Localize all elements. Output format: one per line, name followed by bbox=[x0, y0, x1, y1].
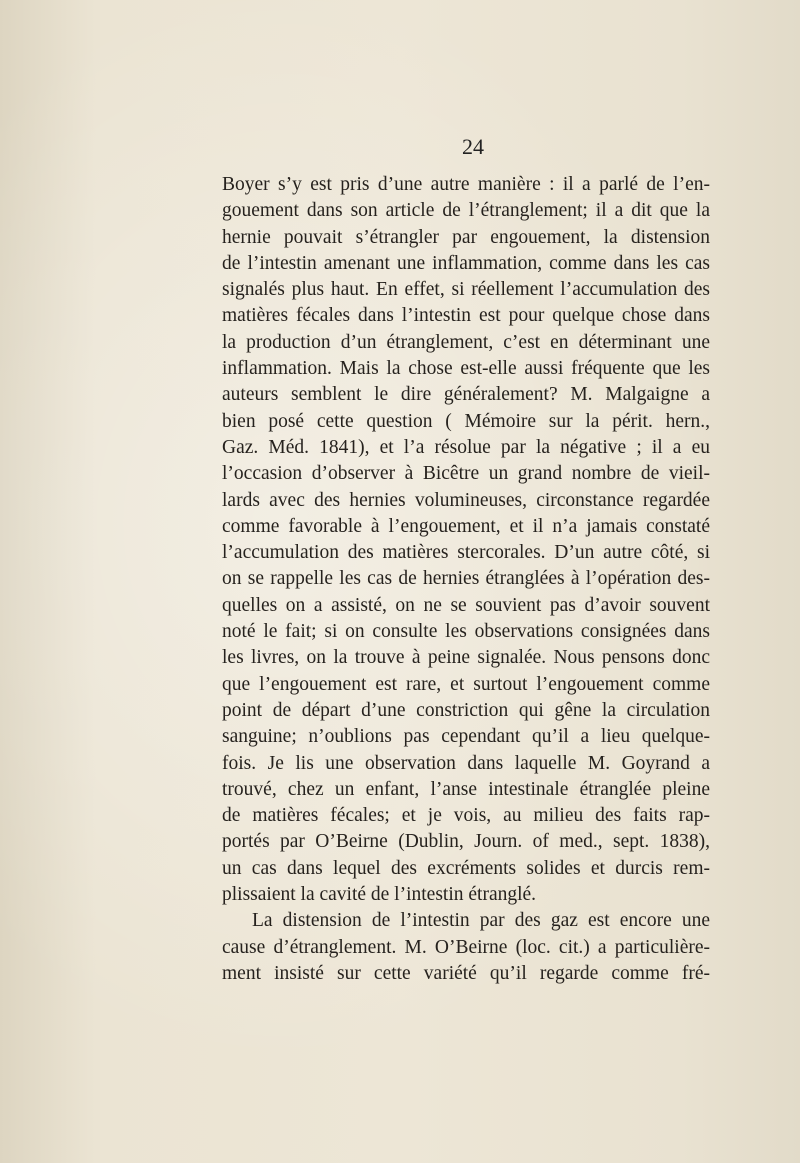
body-text bbox=[222, 172, 710, 987]
text-line: un cas dans lequel des excréments solides et durcis rem- bbox=[222, 857, 710, 879]
text-line: Boyer s’y est pris d’une autre manière : il a parlé de l’en- bbox=[222, 174, 710, 195]
text-line: plissaient la cavité de l’intestin étranglé. bbox=[222, 884, 537, 906]
page-number: 24 bbox=[462, 134, 484, 159]
text-line: la production d’un étranglement, c’est en déterminant une bbox=[222, 331, 710, 353]
text-line: hernie pouvait s’étrangler par engouement, la distension bbox=[222, 226, 710, 248]
text-line: gouement dans son article de l’étranglement; il a dit que la bbox=[222, 200, 710, 222]
text-line: de l’intestin amenant une inflammation, comme dans les cas bbox=[222, 252, 710, 274]
text-line: Gaz. Méd. 1841), et l’a résolue par la négative ; il a eu bbox=[222, 436, 710, 458]
text-line: point de départ d’une constriction qui gêne la circulation bbox=[222, 699, 710, 721]
text-line: fois. Je lis une observation dans laquelle M. Goyrand a bbox=[222, 752, 710, 774]
paragraph-start-line: La distension de l’intestin par des gaz est encore une bbox=[252, 910, 710, 932]
text-line: portés par O’Beirne (Dublin, Journ. of med., sept. 1838), bbox=[222, 831, 710, 853]
text-line: de matières fécales; et je vois, au milieu des faits rap- bbox=[222, 805, 710, 827]
text-line: auteurs semblent le dire généralement? M. Malgaigne a bbox=[222, 384, 710, 406]
text-line: on se rappelle les cas de hernies étranglées à l’opération des- bbox=[222, 568, 710, 590]
text-line: comme favorable à l’engouement, et il n’a jamais constaté bbox=[222, 515, 710, 537]
text-line: noté le fait; si on consulte les observations consignées dans bbox=[222, 621, 710, 643]
text-line: sanguine; n’oublions pas cependant qu’il a lieu quelque- bbox=[222, 726, 710, 748]
text-line: inflammation. Mais la chose est-elle aussi fréquente que les bbox=[222, 358, 710, 380]
text-line: signalés plus haut. En effet, si réellement l’accumulation des bbox=[222, 279, 710, 301]
text-line: les livres, on la trouve à peine signalée. Nous pensons donc bbox=[222, 647, 710, 669]
text-line: trouvé, chez un enfant, l’anse intestinale étranglée pleine bbox=[222, 778, 710, 800]
text-line: quelles on a assisté, on ne se souvient pas d’avoir souvent bbox=[222, 594, 710, 616]
text-line: matières fécales dans l’intestin est pour quelque chose dans bbox=[222, 305, 710, 327]
text-line: bien posé cette question ( Mémoire sur la périt. hern., bbox=[222, 410, 710, 432]
text-line: cause d’étranglement. M. O’Beirne (loc. cit.) a particulière- bbox=[222, 936, 710, 958]
text-line: lards avec des hernies volumineuses, circonstance regardée bbox=[222, 489, 710, 511]
text-line: l’accumulation des matières stercorales. D’un autre côté, si bbox=[222, 542, 710, 564]
text-line: l’occasion d’observer à Bicêtre un grand nombre de vieil- bbox=[222, 463, 710, 485]
text-line: que l’engouement est rare, et surtout l’engouement comme bbox=[222, 673, 710, 695]
text-line: ment insisté sur cette variété qu’il regarde comme fré- bbox=[222, 962, 710, 984]
